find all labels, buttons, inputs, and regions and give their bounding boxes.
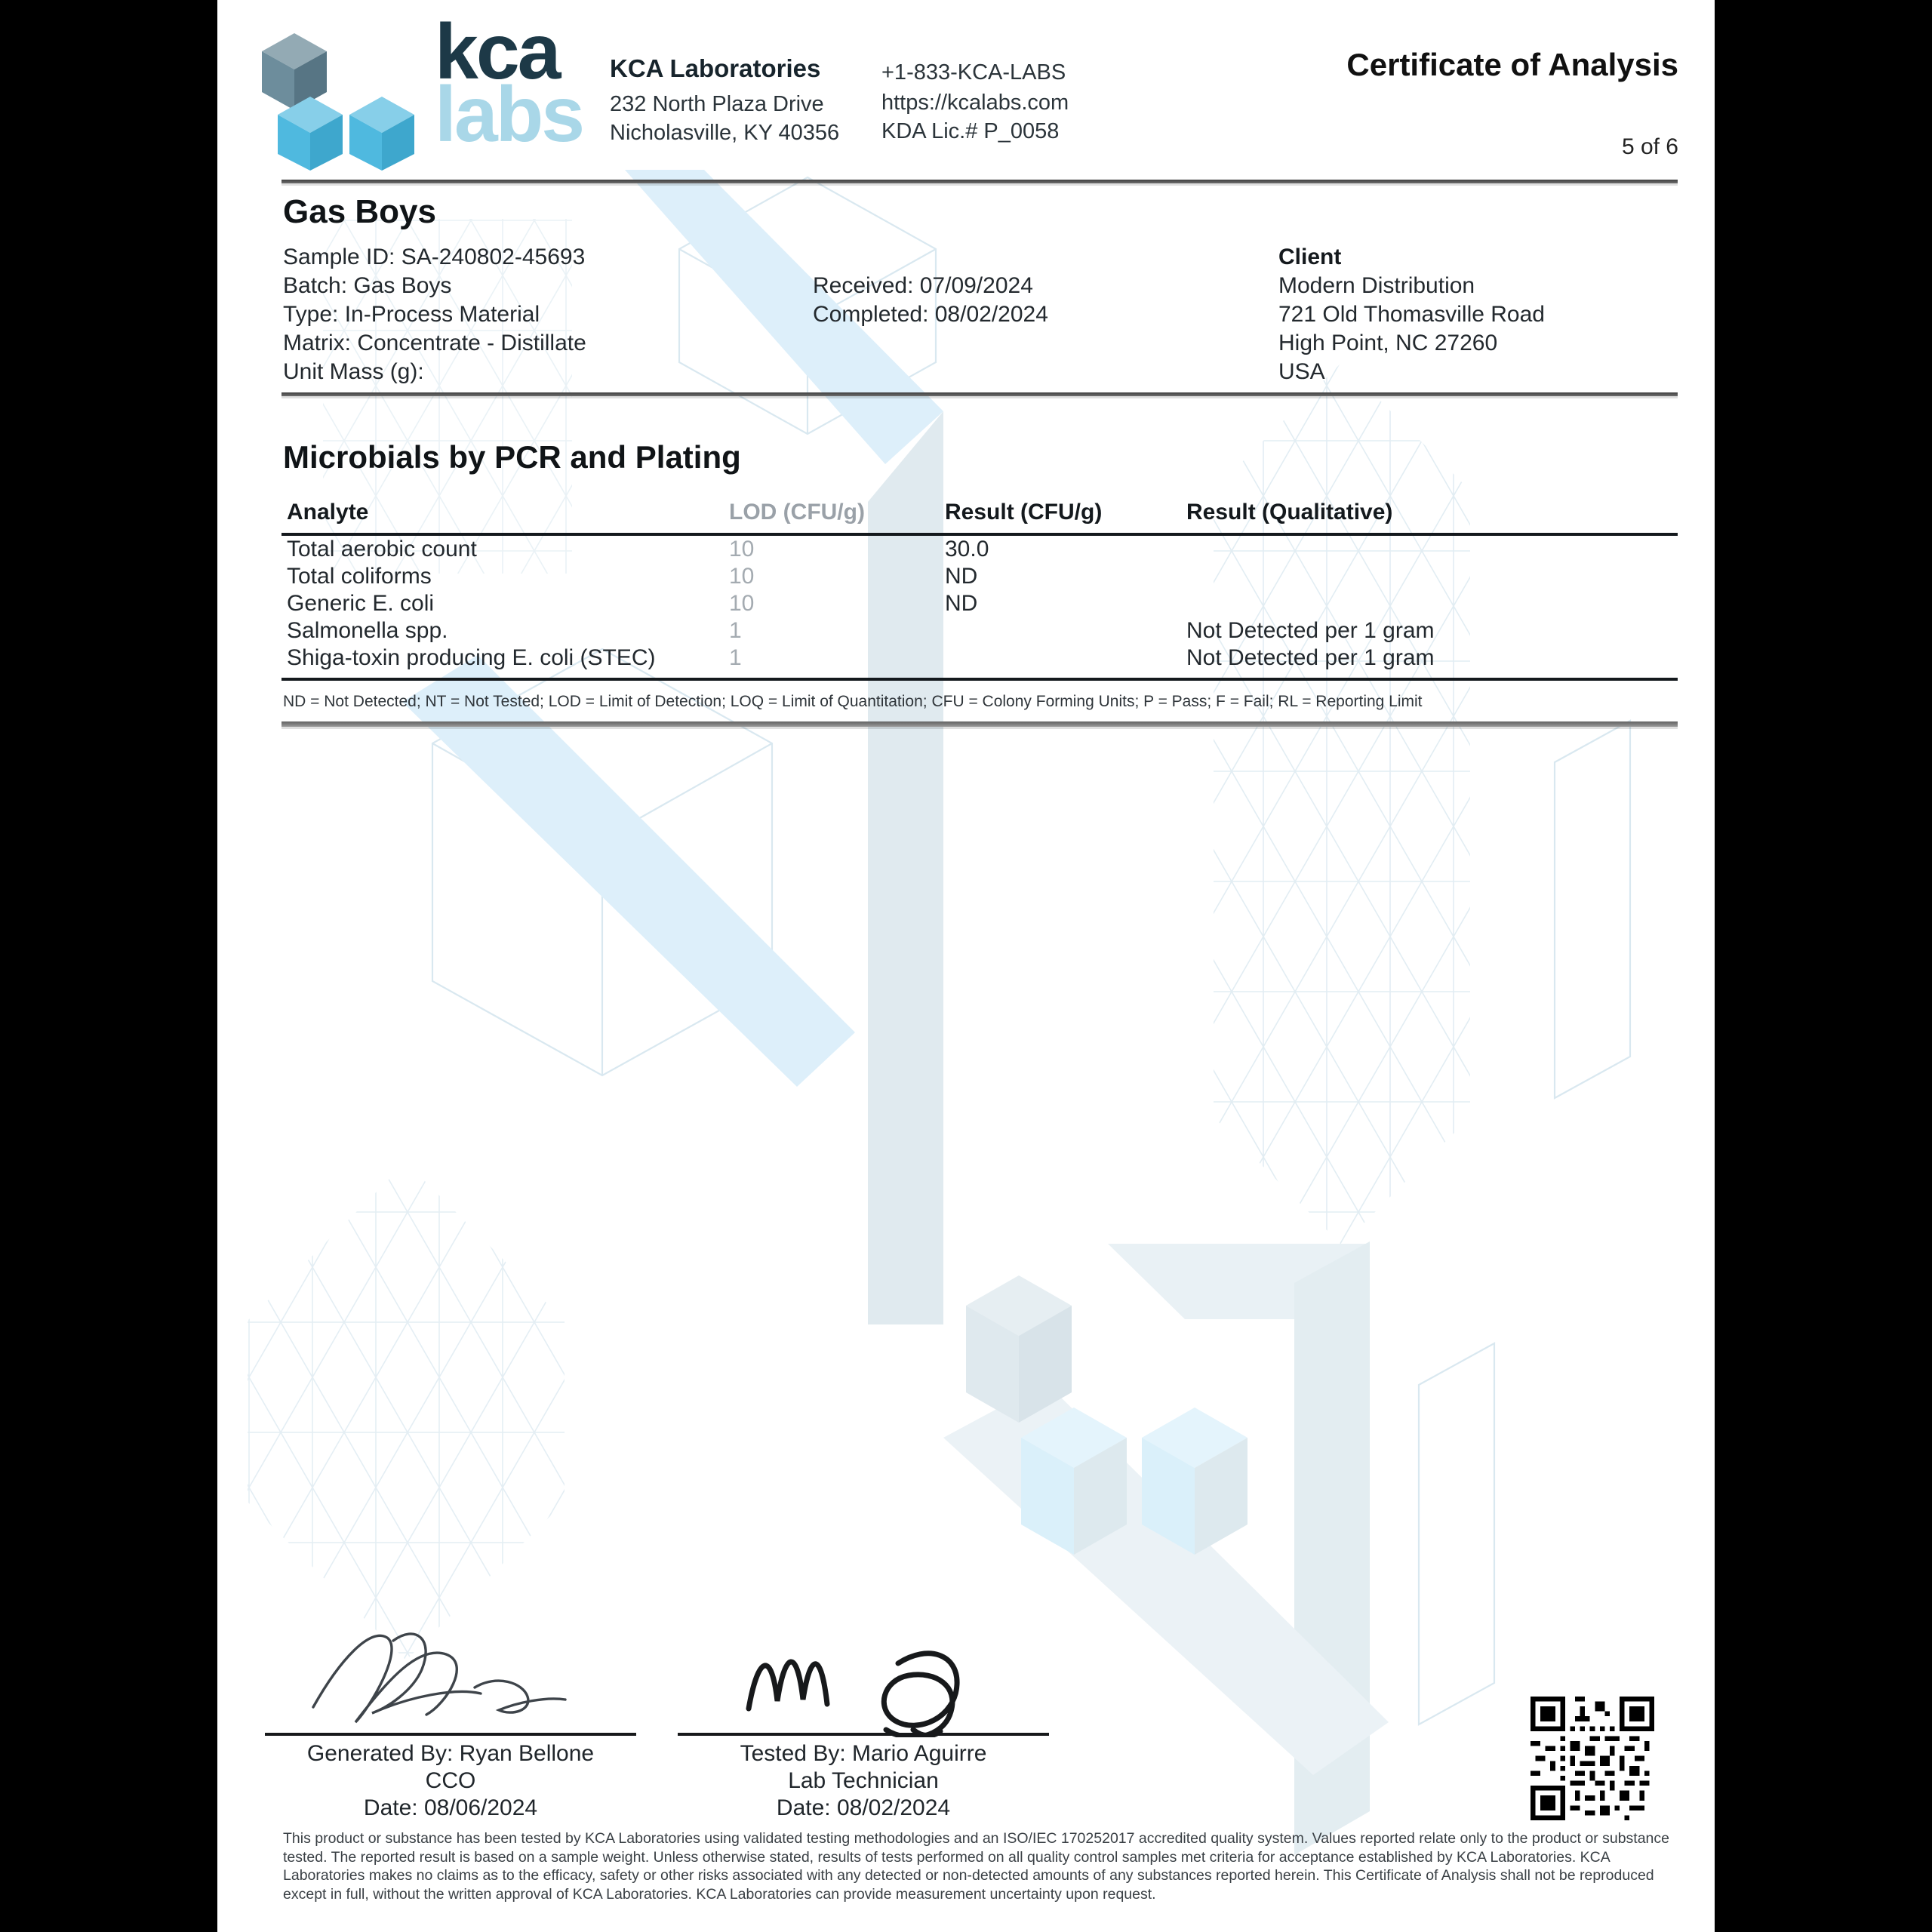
table-footnote: ND = Not Detected; NT = Not Tested; LOD = Limit of Detection; LOQ = Limit of Quantitation; CFU = Colony Forming Units; P = Pass; F = Fail; RL = Reporting Limit bbox=[283, 693, 1423, 710]
lod-cell: 1 bbox=[729, 645, 742, 670]
client-name: Modern Distribution bbox=[1278, 273, 1475, 298]
sample-batch: Batch: Gas Boys bbox=[283, 273, 452, 298]
analyte-cell: Salmonella spp. bbox=[287, 618, 448, 643]
legal-disclaimer: This product or substance has been tested by KCA Laboratories using validated testing methodologies and an ISO/IEC 170252017 accredited quality system. Values reported relate only to the product or substance tested. The reported result is based on a sample weight. Unless otherwise stated, results of tests performed on all quality control samples met criteria for acceptance established by KCA Laboratories. KCA Laboratories makes no claims as to the efficacy, safety or other risks associated with any detected or non-detected amounts of any substances reported herein. This Certificate of Analysis shall not be reproduced except in full, without the written approval of KCA Laboratories. KCA Laboratories can provide measurement uncertainty upon request. bbox=[283, 1830, 1669, 1903]
lod-cell: 1 bbox=[729, 618, 742, 643]
analyte-cell: Shiga-toxin producing E. coli (STEC) bbox=[287, 645, 656, 670]
qualitative-cell: Not Detected per 1 gram bbox=[1186, 645, 1435, 670]
sample-unit-mass: Unit Mass (g): bbox=[283, 359, 424, 384]
generated-by-title: CCO bbox=[425, 1768, 476, 1793]
qualitative-cell: Not Detected per 1 gram bbox=[1186, 618, 1435, 643]
generated-by-signature-image bbox=[297, 1615, 576, 1736]
lab-license: KDA Lic.# P_0058 bbox=[881, 119, 1060, 143]
microbials-table bbox=[281, 500, 1678, 681]
completed-date: Completed: 08/02/2024 bbox=[813, 302, 1048, 327]
client-address-line1: 721 Old Thomasville Road bbox=[1278, 302, 1545, 327]
analyte-cell: Total aerobic count bbox=[287, 537, 477, 561]
sample-section-divider bbox=[281, 392, 1678, 396]
lod-cell: 10 bbox=[729, 564, 755, 589]
kca-labs-logo-wordmark bbox=[435, 8, 583, 159]
sample-id: Sample ID: SA-240802-45693 bbox=[283, 245, 586, 269]
result-cell: ND bbox=[945, 591, 978, 616]
logo-word-labs: labs bbox=[435, 71, 583, 159]
sample-type: Type: In-Process Material bbox=[283, 302, 540, 327]
analyte-cell: Total coliforms bbox=[287, 564, 432, 589]
sample-matrix: Matrix: Concentrate - Distillate bbox=[283, 331, 586, 355]
generated-by-date: Date: 08/06/2024 bbox=[363, 1795, 538, 1820]
tested-by-signature-image bbox=[738, 1624, 1002, 1737]
lab-phone: +1-833-KCA-LABS bbox=[881, 60, 1066, 85]
received-date: Received: 07/09/2024 bbox=[813, 273, 1033, 298]
page-number: 5 of 6 bbox=[1621, 134, 1678, 159]
client-country: USA bbox=[1278, 359, 1325, 384]
table-header-row bbox=[281, 500, 1678, 536]
lab-address-line1: 232 North Plaza Drive bbox=[610, 92, 824, 116]
tested-by-date: Date: 08/02/2024 bbox=[776, 1795, 951, 1820]
lab-name: KCA Laboratories bbox=[610, 54, 821, 82]
col-qualitative: Result (Qualitative) bbox=[1186, 500, 1393, 525]
product-name: Gas Boys bbox=[283, 193, 436, 230]
client-block bbox=[1278, 243, 1545, 386]
tested-by-name: Tested By: Mario Aguirre bbox=[740, 1741, 987, 1766]
logo-word-kca: kca bbox=[435, 8, 559, 96]
tested-by-title: Lab Technician bbox=[788, 1768, 939, 1793]
result-cell: 30.0 bbox=[945, 537, 989, 561]
table-row bbox=[281, 645, 1678, 672]
sample-info-block bbox=[283, 243, 586, 386]
table-body bbox=[281, 536, 1678, 681]
col-result: Result (CFU/g) bbox=[945, 500, 1103, 525]
certificate-page bbox=[217, 0, 1715, 1932]
microbials-section-title: Microbials by PCR and Plating bbox=[283, 439, 741, 475]
table-row bbox=[281, 617, 1678, 645]
lab-address-line2: Nicholasville, KY 40356 bbox=[610, 121, 840, 145]
sample-dates-block bbox=[813, 272, 1048, 329]
lab-website-link[interactable]: https://kcalabs.com bbox=[881, 91, 1069, 115]
table-row bbox=[281, 536, 1678, 563]
kca-labs-logo-cubes-icon bbox=[259, 27, 417, 171]
certificate-title: Certificate of Analysis bbox=[1346, 47, 1678, 82]
lod-cell: 10 bbox=[729, 591, 755, 616]
tested-by-block bbox=[678, 1740, 1049, 1822]
lod-cell: 10 bbox=[729, 537, 755, 561]
result-cell: ND bbox=[945, 564, 978, 589]
col-lod: LOD (CFU/g) bbox=[729, 500, 865, 525]
header-divider bbox=[281, 180, 1678, 183]
client-address-line2: High Point, NC 27260 bbox=[1278, 331, 1498, 355]
table-section-divider bbox=[281, 721, 1678, 727]
generated-by-name: Generated By: Ryan Bellone bbox=[306, 1741, 595, 1766]
col-analyte: Analyte bbox=[287, 500, 369, 525]
table-row bbox=[281, 563, 1678, 590]
table-row bbox=[281, 590, 1678, 617]
generated-by-block bbox=[265, 1740, 636, 1822]
client-heading: Client bbox=[1278, 245, 1342, 269]
qr-code bbox=[1531, 1697, 1654, 1820]
analyte-cell: Generic E. coli bbox=[287, 591, 435, 616]
